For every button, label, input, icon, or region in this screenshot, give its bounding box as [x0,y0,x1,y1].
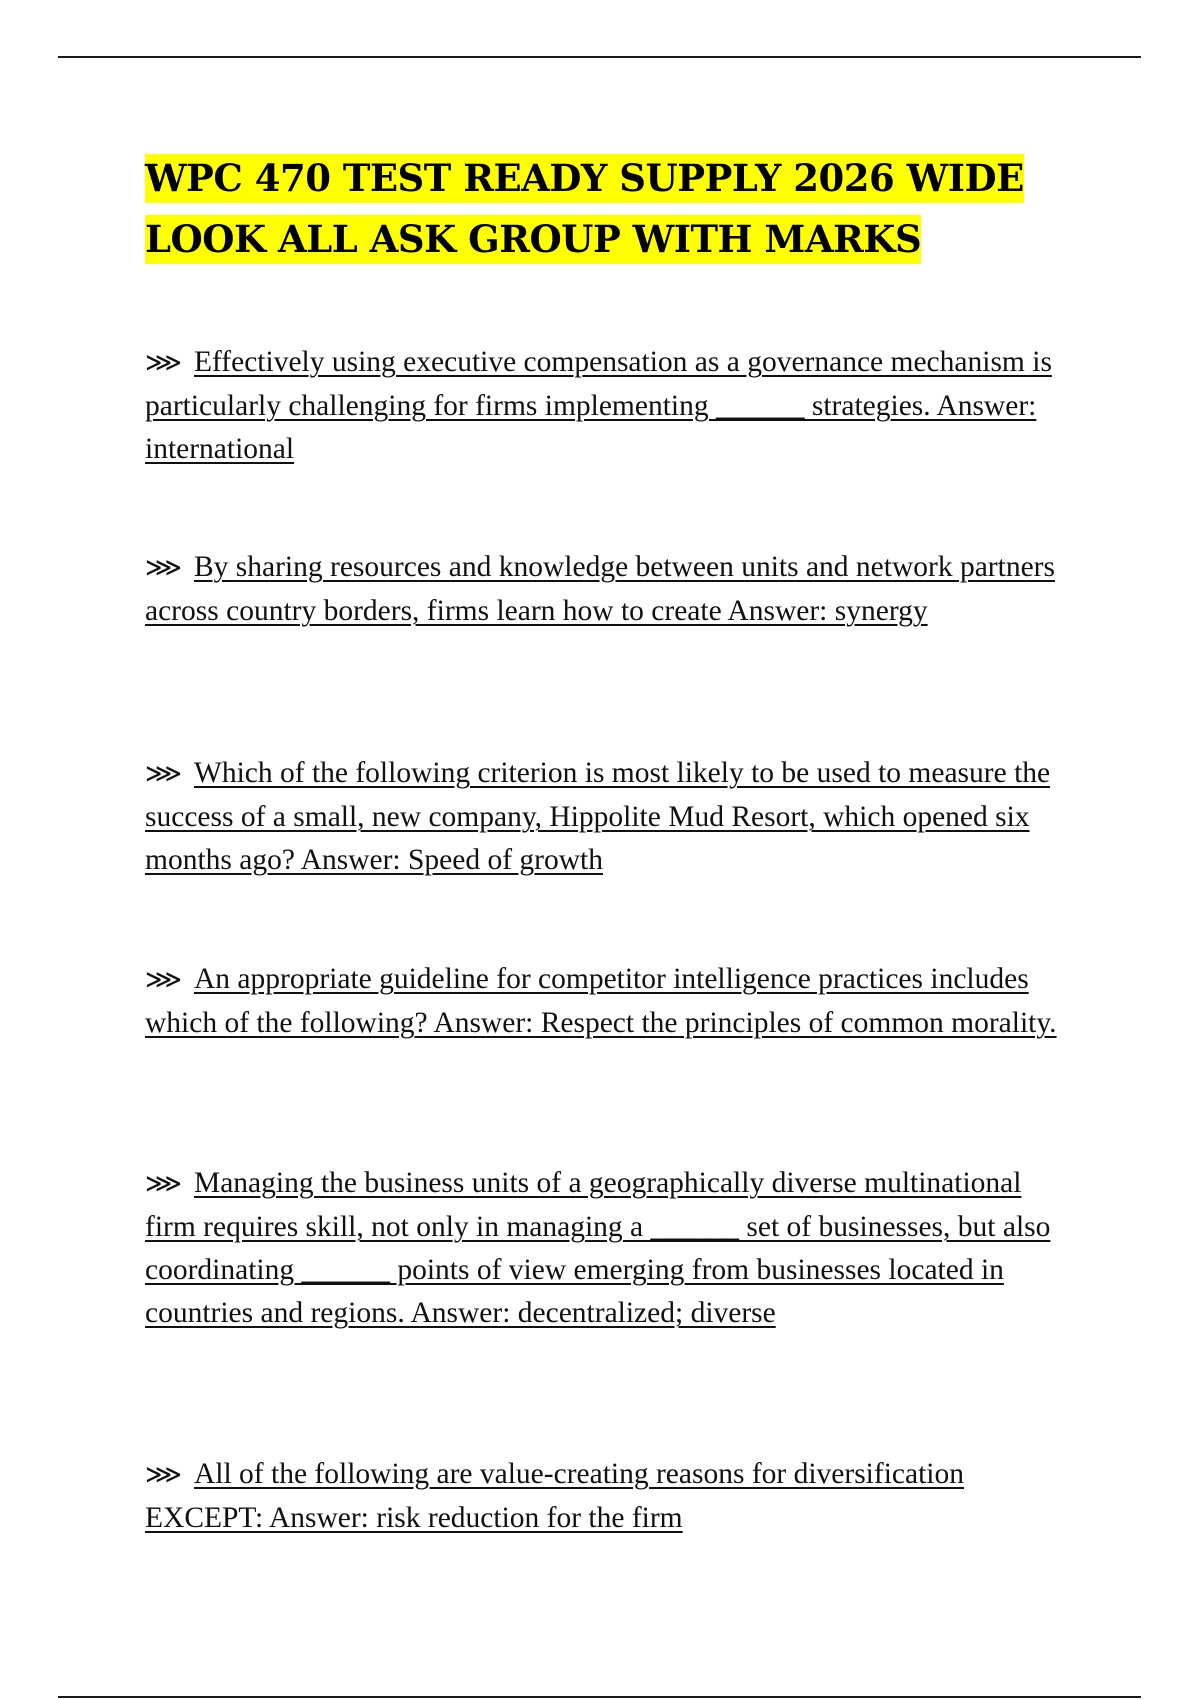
question-answer-item [145,958,1065,1045]
question-answer-text: An appropriate guideline for competitor intelligence practices includes which of the following? Answer: Respect the principles of common morality. [145,963,1057,1039]
question-answer-text: Which of the following criterion is most likely to be used to measure the success of a small, new company, Hippolite Mud Resort, which opened six months ago? Answer: Speed of growth [145,757,1051,876]
document-title [145,148,1045,270]
title-line-1: WPC 470 TEST READY SUPPLY 2026 WIDE [145,154,1024,203]
question-answer-item [145,341,1065,471]
question-answer-item [145,546,1065,633]
question-answer-item [145,1453,1065,1540]
question-answer-item [145,752,1065,882]
arrow-bullet-icon: ⋙ [145,1460,182,1490]
footer-divider [58,1696,1141,1698]
arrow-bullet-icon: ⋙ [145,965,182,995]
question-answer-text: All of the following are value-creating reasons for diversification EXCEPT: Answer: risk reduction for the firm [145,1458,964,1534]
arrow-bullet-icon: ⋙ [145,759,182,789]
question-answer-text: Managing the business units of a geographically diverse multinational firm requires skill, not only in managing a ______ set of businesses, but also coordinating ______ points of view emerging from businesses located in countries and regions. Answer: decentralized; diverse [145,1167,1051,1329]
arrow-bullet-icon: ⋙ [145,553,182,583]
question-answer-text: By sharing resources and knowledge between units and network partners across country borders, firms learn how to create Answer: synergy [145,551,1055,627]
question-answer-item [145,1162,1065,1335]
header-divider [58,56,1141,58]
question-answer-text: Effectively using executive compensation as a governance mechanism is particularly challenging for firms implementing ______ strategies. Answer: international [145,346,1052,465]
arrow-bullet-icon: ⋙ [145,1169,182,1199]
title-line-2: LOOK ALL ASK GROUP WITH MARKS [145,215,921,264]
arrow-bullet-icon: ⋙ [145,348,182,378]
